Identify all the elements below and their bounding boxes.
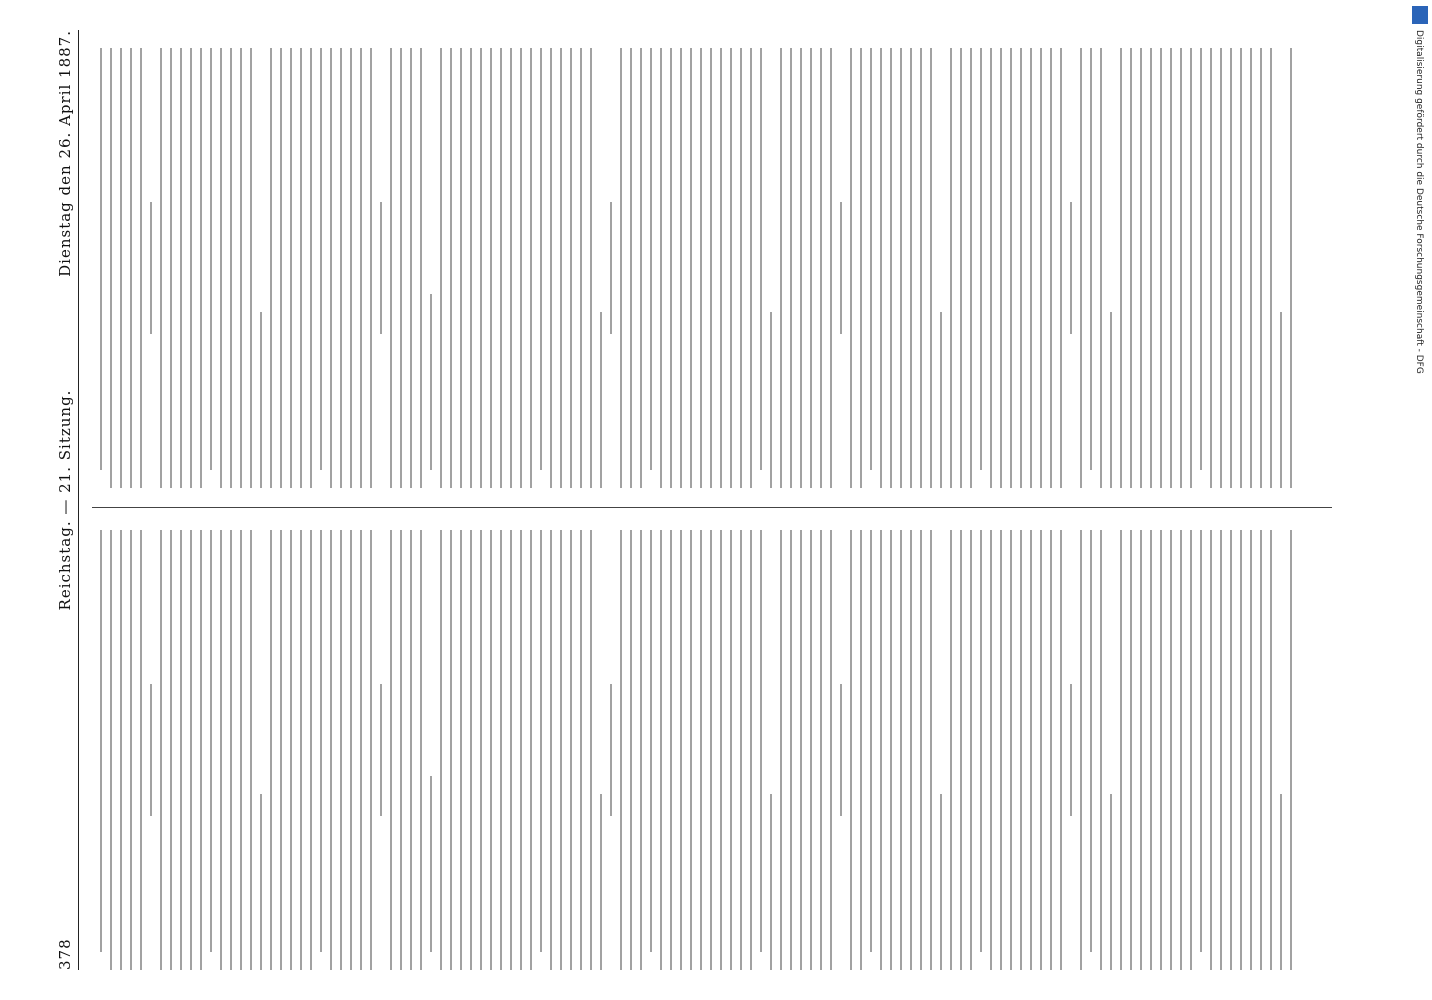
text-line-illegible: [290, 48, 292, 488]
text-line-illegible: [210, 48, 212, 470]
text-line-illegible: [1100, 48, 1102, 488]
text-line-illegible: [620, 48, 622, 488]
text-line-illegible: [870, 530, 872, 952]
text-line-illegible: [1220, 48, 1222, 488]
text-line-illegible: [510, 530, 512, 970]
text-line-illegible: [800, 530, 802, 970]
text-line-illegible: [360, 530, 362, 970]
text-line-illegible: [680, 530, 682, 970]
text-line-illegible: [740, 48, 742, 488]
text-line-illegible: [1130, 530, 1132, 970]
text-line-illegible: [1240, 48, 1242, 488]
text-line-illegible: [340, 530, 342, 970]
text-line-illegible: [160, 48, 162, 488]
text-line-illegible: [700, 48, 702, 488]
text-line-illegible: [1060, 48, 1062, 488]
text-line-illegible: [940, 312, 942, 488]
text-line-illegible: [320, 48, 322, 470]
text-line-illegible: [660, 48, 662, 488]
text-line-illegible: [830, 48, 832, 488]
text-line-illegible: [310, 48, 312, 488]
text-line-illegible: [230, 48, 232, 488]
text-line-illegible: [1020, 48, 1022, 488]
text-line-illegible: [580, 48, 582, 488]
text-line-illegible: [960, 48, 962, 488]
text-line-illegible: [340, 48, 342, 488]
text-line-illegible: [790, 530, 792, 970]
text-line-illegible: [400, 48, 402, 488]
text-line-illegible: [600, 312, 602, 488]
text-line-illegible: [730, 530, 732, 970]
text-line-illegible: [930, 48, 932, 488]
text-line-illegible: [1150, 48, 1152, 488]
text-line-illegible: [1060, 530, 1062, 970]
text-line-illegible: [100, 530, 102, 952]
text-line-illegible: [1250, 530, 1252, 970]
text-line-illegible: [450, 48, 452, 488]
text-line-illegible: [500, 48, 502, 488]
text-line-illegible: [1260, 530, 1262, 970]
text-line-illegible: [1270, 48, 1272, 488]
text-line-illegible: [460, 530, 462, 970]
text-line-illegible: [1280, 794, 1282, 970]
text-line-illegible: [370, 530, 372, 970]
text-line-illegible: [750, 48, 752, 488]
text-line-illegible: [1180, 530, 1182, 970]
text-line-illegible: [800, 48, 802, 488]
text-line-illegible: [920, 48, 922, 488]
text-line-illegible: [830, 530, 832, 970]
text-line-illegible: [990, 530, 992, 970]
text-line-illegible: [130, 530, 132, 970]
text-line-illegible: [540, 48, 542, 470]
text-line-illegible: [620, 530, 622, 970]
text-line-illegible: [370, 48, 372, 488]
text-line-illegible: [1130, 48, 1132, 488]
text-line-illegible: [670, 530, 672, 970]
text-line-illegible: [1200, 530, 1202, 952]
text-line-illegible: [790, 48, 792, 488]
text-line-illegible: [880, 48, 882, 488]
text-line-illegible: [810, 530, 812, 970]
running-title: Reichstag. — 21. Sitzung.: [56, 389, 74, 611]
text-line-illegible: [910, 530, 912, 970]
text-line-illegible: [260, 312, 262, 488]
text-line-illegible: [110, 530, 112, 970]
text-line-illegible: [170, 530, 172, 970]
text-line-illegible: [250, 530, 252, 970]
text-line-illegible: [390, 530, 392, 970]
text-line-illegible: [1030, 530, 1032, 970]
text-line-illegible: [180, 48, 182, 488]
text-line-illegible: [940, 794, 942, 970]
text-line-illegible: [570, 530, 572, 970]
text-line-illegible: [1160, 530, 1162, 970]
text-line-illegible: [350, 48, 352, 488]
text-line-illegible: [410, 530, 412, 970]
text-line-illegible: [670, 48, 672, 488]
text-line-illegible: [1090, 530, 1092, 952]
text-line-illegible: [590, 48, 592, 488]
text-line-illegible: [900, 530, 902, 970]
text-line-illegible: [360, 48, 362, 488]
text-line-illegible: [1250, 48, 1252, 488]
text-line-illegible: [530, 48, 532, 488]
text-line-illegible: [860, 530, 862, 970]
text-line-illegible: [710, 530, 712, 970]
text-line-illegible: [590, 530, 592, 970]
digitization-credit: Digitalisierung gefördert durch die Deutsche Forschungsgemeinschaft - DFG: [1414, 30, 1424, 374]
text-line-illegible: [870, 48, 872, 470]
text-line-illegible: [420, 48, 422, 488]
text-line-illegible: [1000, 530, 1002, 970]
text-line-illegible: [1290, 48, 1292, 488]
text-line-illegible: [650, 530, 652, 952]
text-line-illegible: [530, 530, 532, 970]
text-line-illegible: [1180, 48, 1182, 488]
text-line-illegible: [640, 48, 642, 488]
text-line-illegible: [140, 48, 142, 488]
text-line-illegible: [610, 202, 612, 334]
text-line-illegible: [240, 530, 242, 970]
text-line-illegible: [1050, 530, 1052, 970]
text-line-illegible: [740, 530, 742, 970]
text-line-illegible: [850, 530, 852, 970]
text-line-illegible: [690, 48, 692, 488]
text-line-illegible: [630, 48, 632, 488]
text-line-illegible: [440, 530, 442, 970]
text-line-illegible: [1010, 48, 1012, 488]
text-line-illegible: [1270, 530, 1272, 970]
text-line-illegible: [430, 776, 432, 952]
text-line-illegible: [630, 530, 632, 970]
text-line-illegible: [160, 530, 162, 970]
text-line-illegible: [950, 48, 952, 488]
text-line-illegible: [150, 202, 152, 334]
text-line-illegible: [550, 48, 552, 488]
text-line-illegible: [1080, 530, 1082, 970]
text-line-illegible: [1230, 530, 1232, 970]
text-line-illegible: [1120, 48, 1122, 488]
text-line-illegible: [580, 530, 582, 970]
text-line-illegible: [980, 48, 982, 470]
text-line-illegible: [990, 48, 992, 488]
text-line-illegible: [1020, 530, 1022, 970]
text-line-illegible: [720, 48, 722, 488]
page-date: Dienstag den 26. April 1887.: [56, 30, 74, 277]
text-line-illegible: [930, 530, 932, 970]
text-line-illegible: [780, 48, 782, 488]
text-line-illegible: [1160, 48, 1162, 488]
column-rule: [92, 507, 1332, 508]
text-line-illegible: [130, 48, 132, 488]
text-line-illegible: [300, 530, 302, 970]
text-line-illegible: [220, 530, 222, 970]
text-line-illegible: [460, 48, 462, 488]
text-line-illegible: [420, 530, 422, 970]
text-line-illegible: [980, 530, 982, 952]
text-line-illegible: [700, 530, 702, 970]
text-line-illegible: [1210, 530, 1212, 970]
text-line-illegible: [950, 530, 952, 970]
text-line-illegible: [1030, 48, 1032, 488]
text-line-illegible: [1070, 202, 1072, 334]
text-line-illegible: [920, 530, 922, 970]
text-line-illegible: [470, 530, 472, 970]
text-line-illegible: [260, 794, 262, 970]
text-line-illegible: [1050, 48, 1052, 488]
text-line-illegible: [480, 48, 482, 488]
text-line-illegible: [840, 202, 842, 334]
text-line-illegible: [810, 48, 812, 488]
text-line-illegible: [140, 530, 142, 970]
text-line-illegible: [470, 48, 472, 488]
text-line-illegible: [120, 530, 122, 970]
page-header: [54, 30, 79, 970]
right-column-text-illegible: [92, 48, 1332, 488]
text-line-illegible: [290, 530, 292, 970]
text-line-illegible: [350, 530, 352, 970]
text-line-illegible: [650, 48, 652, 470]
text-line-illegible: [430, 294, 432, 470]
text-line-illegible: [1290, 530, 1292, 970]
text-line-illegible: [440, 48, 442, 488]
text-line-illegible: [720, 530, 722, 970]
text-line-illegible: [300, 48, 302, 488]
text-line-illegible: [490, 530, 492, 970]
text-line-illegible: [840, 684, 842, 816]
text-line-illegible: [170, 48, 172, 488]
text-line-illegible: [110, 48, 112, 488]
text-line-illegible: [200, 530, 202, 970]
text-line-illegible: [1100, 530, 1102, 970]
text-line-illegible: [240, 48, 242, 488]
text-line-illegible: [820, 530, 822, 970]
text-line-illegible: [900, 48, 902, 488]
text-line-illegible: [690, 530, 692, 970]
text-line-illegible: [500, 530, 502, 970]
text-line-illegible: [190, 48, 192, 488]
text-line-illegible: [480, 530, 482, 970]
text-line-illegible: [330, 530, 332, 970]
text-line-illegible: [540, 530, 542, 952]
text-line-illegible: [760, 530, 762, 952]
text-line-illegible: [1110, 312, 1112, 488]
text-line-illegible: [680, 48, 682, 488]
text-line-illegible: [1090, 48, 1092, 470]
text-line-illegible: [970, 48, 972, 488]
text-line-illegible: [390, 48, 392, 488]
text-line-illegible: [560, 530, 562, 970]
text-line-illegible: [1220, 530, 1222, 970]
text-line-illegible: [1140, 48, 1142, 488]
text-line-illegible: [770, 312, 772, 488]
text-line-illegible: [1070, 684, 1072, 816]
text-line-illegible: [750, 530, 752, 970]
text-line-illegible: [1040, 48, 1042, 488]
text-line-illegible: [880, 530, 882, 970]
text-line-illegible: [120, 48, 122, 488]
text-line-illegible: [1190, 530, 1192, 970]
text-line-illegible: [410, 48, 412, 488]
text-line-illegible: [310, 530, 312, 970]
text-line-illegible: [710, 48, 712, 488]
text-line-illegible: [1230, 48, 1232, 488]
text-line-illegible: [1040, 530, 1042, 970]
text-line-illegible: [330, 48, 332, 488]
side-note: [1412, 30, 1426, 970]
text-line-illegible: [610, 684, 612, 816]
text-line-illegible: [1170, 48, 1172, 488]
page-number: 378: [56, 938, 74, 970]
text-line-illegible: [850, 48, 852, 488]
text-line-illegible: [1170, 530, 1172, 970]
text-line-illegible: [180, 530, 182, 970]
text-line-illegible: [1010, 530, 1012, 970]
text-line-illegible: [220, 48, 222, 488]
text-line-illegible: [320, 530, 322, 952]
text-line-illegible: [230, 530, 232, 970]
text-line-illegible: [1200, 48, 1202, 470]
text-line-illegible: [380, 202, 382, 334]
text-line-illegible: [1210, 48, 1212, 488]
left-column-text-illegible: [92, 530, 1332, 970]
text-line-illegible: [640, 530, 642, 970]
text-line-illegible: [910, 48, 912, 488]
text-line-illegible: [510, 48, 512, 488]
text-line-illegible: [450, 530, 452, 970]
text-line-illegible: [270, 48, 272, 488]
text-line-illegible: [270, 530, 272, 970]
text-line-illegible: [760, 48, 762, 470]
text-line-illegible: [1240, 530, 1242, 970]
text-line-illegible: [560, 48, 562, 488]
text-line-illegible: [770, 794, 772, 970]
text-line-illegible: [190, 530, 192, 970]
text-line-illegible: [780, 530, 782, 970]
text-line-illegible: [1000, 48, 1002, 488]
text-line-illegible: [1140, 530, 1142, 970]
text-line-illegible: [890, 530, 892, 970]
text-line-illegible: [860, 48, 862, 488]
text-line-illegible: [1080, 48, 1082, 488]
text-line-illegible: [200, 48, 202, 488]
text-line-illegible: [550, 530, 552, 970]
text-line-illegible: [210, 530, 212, 952]
text-line-illegible: [250, 48, 252, 488]
text-line-illegible: [280, 530, 282, 970]
text-line-illegible: [730, 48, 732, 488]
text-line-illegible: [100, 48, 102, 470]
text-line-illegible: [660, 530, 662, 970]
dfg-logo-icon: [1412, 6, 1428, 24]
text-line-illegible: [890, 48, 892, 488]
text-line-illegible: [820, 48, 822, 488]
text-line-illegible: [960, 530, 962, 970]
text-line-illegible: [1190, 48, 1192, 488]
text-line-illegible: [400, 530, 402, 970]
text-line-illegible: [150, 684, 152, 816]
text-line-illegible: [1110, 794, 1112, 970]
text-line-illegible: [280, 48, 282, 488]
text-line-illegible: [600, 794, 602, 970]
text-line-illegible: [1120, 530, 1122, 970]
text-line-illegible: [380, 684, 382, 816]
text-line-illegible: [490, 48, 492, 488]
text-line-illegible: [520, 530, 522, 970]
text-line-illegible: [1150, 530, 1152, 970]
text-line-illegible: [1280, 312, 1282, 488]
text-line-illegible: [520, 48, 522, 488]
text-line-illegible: [970, 530, 972, 970]
text-line-illegible: [570, 48, 572, 488]
text-line-illegible: [1260, 48, 1262, 488]
